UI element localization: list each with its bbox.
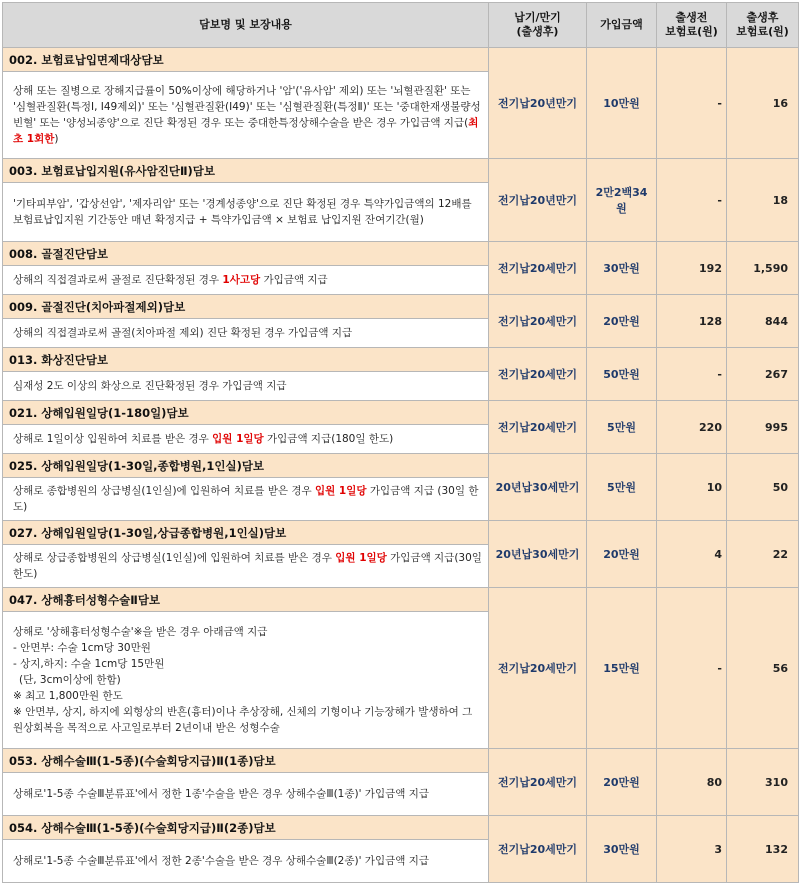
premium-before-cell: - bbox=[657, 48, 727, 159]
premium-after-cell: 16 bbox=[727, 48, 799, 159]
amount-cell: 5만원 bbox=[587, 454, 657, 521]
coverage-description: 상해로 종합병원의 상급병실(1인실)에 입원하여 치료를 받은 경우 입원 1일당 가입금액 지급 (30일 한도) bbox=[3, 478, 489, 521]
header-premium-before bbox=[657, 3, 727, 48]
table-row bbox=[3, 48, 799, 72]
header-amount: 가입금액 bbox=[587, 3, 657, 48]
desc-line: ※ 안면부, 상지, 하지에 외형상의 반흔(흉터)이나 추상장해, 신체의 기형이나 기능장해가 발생하여 그 원상회복을 목적으로 사고일로부터 2년이내 받은 성형수술 bbox=[13, 706, 473, 734]
coverage-title: 025. 상해입원일당(1-30일,종합병원,1인실)담보 bbox=[3, 454, 489, 478]
highlight-text: 입원 1일당 bbox=[314, 485, 367, 497]
term-cell: 20년납30세만기 bbox=[489, 454, 587, 521]
highlight-text: 1사고당 bbox=[222, 274, 261, 286]
coverage-title: 054. 상해수술Ⅲ(1-5종)(수술회당지급)Ⅱ(2종)담보 bbox=[3, 816, 489, 840]
table-row bbox=[3, 159, 799, 183]
desc-line: ※ 최고 1,800만원 한도 bbox=[13, 690, 123, 702]
term-cell: 전기납20세만기 bbox=[489, 401, 587, 454]
premium-after-cell: 56 bbox=[727, 588, 799, 749]
amount-cell: 15만원 bbox=[587, 588, 657, 749]
amount-cell: 20만원 bbox=[587, 521, 657, 588]
term-cell: 전기납20세만기 bbox=[489, 816, 587, 883]
term-cell: 전기납20년만기 bbox=[489, 48, 587, 159]
header-premium-after-line1: 출생후 bbox=[746, 11, 779, 24]
highlight-text: 입원 1일당 bbox=[335, 552, 387, 564]
premium-before-cell: 3 bbox=[657, 816, 727, 883]
coverage-title: 002. 보험료납입면제대상담보 bbox=[3, 48, 489, 72]
coverage-title: 003. 보험료납입지원(유사암진단Ⅱ)담보 bbox=[3, 159, 489, 183]
premium-before-cell: - bbox=[657, 588, 727, 749]
highlight-text: 최초 1회한 bbox=[13, 117, 479, 145]
premium-after-cell: 50 bbox=[727, 454, 799, 521]
term-cell: 전기납20세만기 bbox=[489, 348, 587, 401]
coverage-description: 상해의 직접결과로써 골절(치아파절 제외) 진단 확정된 경우 가입금액 지급 bbox=[3, 319, 489, 348]
premium-after-cell: 132 bbox=[727, 816, 799, 883]
coverage-table bbox=[2, 2, 799, 883]
premium-after-cell: 1,590 bbox=[727, 242, 799, 295]
amount-cell: 20만원 bbox=[587, 749, 657, 816]
premium-before-cell: 80 bbox=[657, 749, 727, 816]
premium-before-cell: 4 bbox=[657, 521, 727, 588]
table-row bbox=[3, 521, 799, 545]
header-premium-before-line2: 보험료(원) bbox=[665, 25, 718, 38]
desc-line: (단, 3cm이상에 한함) bbox=[19, 674, 121, 686]
coverage-title: 013. 화상진단담보 bbox=[3, 348, 489, 372]
coverage-title: 053. 상해수술Ⅲ(1-5종)(수술회당지급)Ⅱ(1종)담보 bbox=[3, 749, 489, 773]
premium-after-cell: 844 bbox=[727, 295, 799, 348]
coverage-description: 상해로'1-5종 수술Ⅲ분류표'에서 정한 1종'수술을 받은 경우 상해수술Ⅲ(1종)' 가입금액 지급 bbox=[3, 773, 489, 816]
term-cell: 전기납20세만기 bbox=[489, 242, 587, 295]
premium-before-cell: 10 bbox=[657, 454, 727, 521]
coverage-description bbox=[3, 612, 489, 749]
term-cell: 20년납30세만기 bbox=[489, 521, 587, 588]
amount-cell: 2만2백34원 bbox=[587, 159, 657, 242]
header-term-line1: 납기/만기 bbox=[514, 11, 561, 24]
header-premium-before-line1: 출생전 bbox=[675, 11, 708, 24]
table-row bbox=[3, 295, 799, 319]
amount-cell: 50만원 bbox=[587, 348, 657, 401]
coverage-title: 009. 골절진단(치아파절제외)담보 bbox=[3, 295, 489, 319]
coverage-description: 심재성 2도 이상의 화상으로 진단확정된 경우 가입금액 지급 bbox=[3, 372, 489, 401]
amount-cell: 10만원 bbox=[587, 48, 657, 159]
header-term bbox=[489, 3, 587, 48]
amount-cell: 20만원 bbox=[587, 295, 657, 348]
table-header-row bbox=[3, 3, 799, 48]
premium-after-cell: 995 bbox=[727, 401, 799, 454]
coverage-description: 상해의 직접결과로써 골절로 진단확정된 경우 1사고당 가입금액 지급 bbox=[3, 266, 489, 295]
premium-after-cell: 22 bbox=[727, 521, 799, 588]
premium-before-cell: 128 bbox=[657, 295, 727, 348]
term-cell: 전기납20세만기 bbox=[489, 588, 587, 749]
desc-line: 상해로 '상해흉터성형수술'※을 받은 경우 아래금액 지급 bbox=[13, 626, 268, 638]
header-coverage: 담보명 및 보장내용 bbox=[3, 3, 489, 48]
desc-line: - 상지,하지: 수술 1cm당 15만원 bbox=[13, 658, 165, 670]
premium-before-cell: - bbox=[657, 159, 727, 242]
desc-line: - 안면부: 수술 1cm당 30만원 bbox=[13, 642, 151, 654]
premium-before-cell: - bbox=[657, 348, 727, 401]
table-row bbox=[3, 816, 799, 840]
table-row bbox=[3, 749, 799, 773]
table-row bbox=[3, 242, 799, 266]
coverage-description: 상해로 1일이상 입원하여 치료를 받은 경우 입원 1일당 가입금액 지급(180일 한도) bbox=[3, 425, 489, 454]
header-term-line2: (출생후) bbox=[516, 25, 559, 38]
header-premium-after bbox=[727, 3, 799, 48]
table-row bbox=[3, 588, 799, 612]
premium-after-cell: 18 bbox=[727, 159, 799, 242]
coverage-title: 008. 골절진단담보 bbox=[3, 242, 489, 266]
coverage-title: 027. 상해입원일당(1-30일,상급종합병원,1인실)담보 bbox=[3, 521, 489, 545]
coverage-title: 047. 상해흉터성형수술Ⅱ담보 bbox=[3, 588, 489, 612]
coverage-title: 021. 상해입원일당(1-180일)담보 bbox=[3, 401, 489, 425]
premium-after-cell: 267 bbox=[727, 348, 799, 401]
table-row bbox=[3, 454, 799, 478]
coverage-description: 상해 또는 질병으로 장해지급률이 50%이상에 해당하거나 '암'('유사암' 제외) 또는 '뇌혈관질환' 또는 '심혈관질환(특정Ⅰ, I49제외)' 또는 '심혈관질환(I49)' 또는 '심혈관질환(특정Ⅱ)' 또는 '중대한재생불량성빈혈' 또는 '양성뇌종양'으로 진단 확정된 경우 또는 중대한특정상해수술을 받은 경우 가입금액 지급(최초 1회한) bbox=[3, 72, 489, 159]
coverage-description: 상해로'1-5종 수술Ⅲ분류표'에서 정한 2종'수술을 받은 경우 상해수술Ⅲ(2종)' 가입금액 지급 bbox=[3, 840, 489, 883]
premium-before-cell: 220 bbox=[657, 401, 727, 454]
coverage-description: 상해로 상급종합병원의 상급병실(1인실)에 입원하여 치료를 받은 경우 입원 1일당 가입금액 지급(30일 한도) bbox=[3, 545, 489, 588]
coverage-description: '기타피부암', '갑상선암', '제자리암' 또는 '경계성종양'으로 진단 확정된 경우 특약가입금액의 12배를 보험료납입지원 기간동안 매년 확정지급 + 특약가입금액 × 보험료 납입지원 잔여기간(월) bbox=[3, 183, 489, 242]
header-premium-after-line2: 보험료(원) bbox=[736, 25, 789, 38]
amount-cell: 30만원 bbox=[587, 816, 657, 883]
table-row bbox=[3, 348, 799, 372]
term-cell: 전기납20세만기 bbox=[489, 749, 587, 816]
amount-cell: 30만원 bbox=[587, 242, 657, 295]
premium-before-cell: 192 bbox=[657, 242, 727, 295]
highlight-text: 입원 1일당 bbox=[212, 433, 264, 445]
term-cell: 전기납20세만기 bbox=[489, 295, 587, 348]
premium-after-cell: 310 bbox=[727, 749, 799, 816]
table-row bbox=[3, 401, 799, 425]
amount-cell: 5만원 bbox=[587, 401, 657, 454]
term-cell: 전기납20년만기 bbox=[489, 159, 587, 242]
